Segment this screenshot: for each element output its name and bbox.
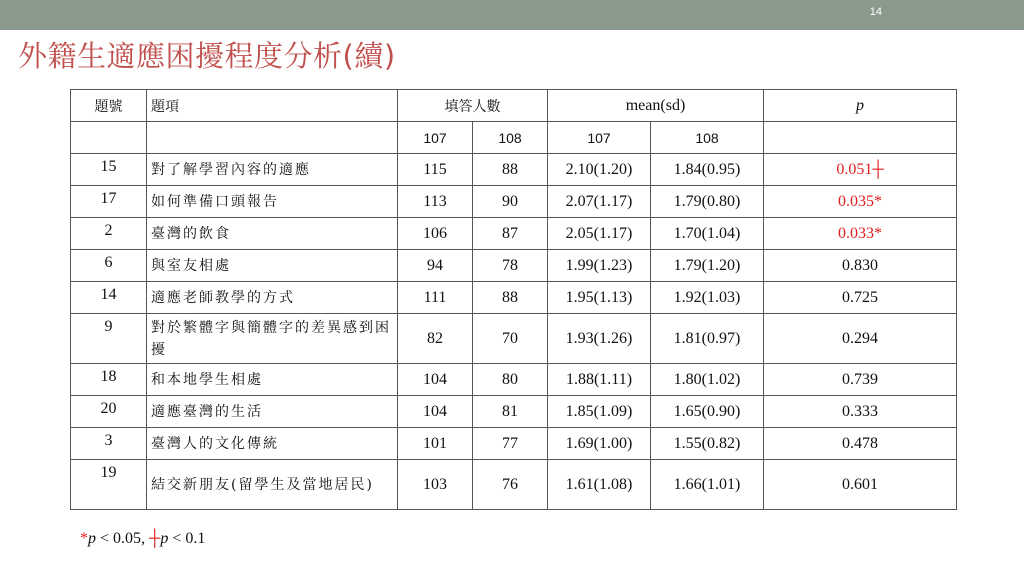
row-n108: 81 [473,396,548,428]
table-row [71,154,957,186]
header-item: 題項 [147,90,398,122]
row-n107: 104 [398,364,473,396]
row-mean-108: 1.65(0.90) [651,396,764,428]
row-item: 與室友相處 [147,250,398,282]
row-item: 和本地學生相處 [147,364,398,396]
row-mean-107: 2.05(1.17) [548,218,651,250]
row-p-value: 0.333 [764,396,957,428]
slide-number: 14 [869,6,882,18]
row-n107: 82 [398,314,473,364]
row-mean-107: 1.85(1.09) [548,396,651,428]
footnote [80,530,205,548]
row-n107: 94 [398,250,473,282]
row-n107: 106 [398,218,473,250]
slide-title: 外籍生適應困擾程度分析(續) [18,39,396,73]
row-id: 15 [71,154,147,186]
header-row-2 [71,122,957,154]
header-id: 題號 [71,90,147,122]
row-mean-108: 1.55(0.82) [651,428,764,460]
row-n108: 80 [473,364,548,396]
row-n107: 113 [398,186,473,218]
footnote-dagger: ┼ [149,530,161,547]
header2-empty-id [71,122,147,154]
header-row-1 [71,90,957,122]
row-id: 17 [71,186,147,218]
row-mean-107: 1.88(1.11) [548,364,651,396]
header-m107: 107 [548,122,651,154]
row-n108: 77 [473,428,548,460]
row-mean-107: 1.95(1.13) [548,282,651,314]
row-n108: 88 [473,282,548,314]
row-id: 2 [71,218,147,250]
row-mean-108: 1.79(1.20) [651,250,764,282]
row-p-value: 0.725 [764,282,957,314]
row-n107: 103 [398,460,473,510]
row-p-value: 0.739 [764,364,957,396]
footnote-p1: p [88,530,96,547]
header2-empty-p [764,122,957,154]
row-n107: 111 [398,282,473,314]
row-p-value: 0.051┼ [764,154,957,186]
row-p-value: 0.294 [764,314,957,364]
row-mean-108: 1.84(0.95) [651,154,764,186]
row-mean-107: 2.10(1.20) [548,154,651,186]
row-id: 20 [71,396,147,428]
footnote-text2: < 0.1 [168,530,206,547]
footnote-star: * [80,530,88,547]
row-p-value: 0.601 [764,460,957,510]
row-mean-108: 1.80(1.02) [651,364,764,396]
row-item: 結交新朋友(留學生及當地居民) [147,460,398,510]
header-p: p [764,90,957,122]
row-n108: 88 [473,154,548,186]
row-mean-107: 1.61(1.08) [548,460,651,510]
table-row [71,314,957,364]
row-n108: 87 [473,218,548,250]
table-row [71,250,957,282]
row-mean-107: 2.07(1.17) [548,186,651,218]
row-n107: 101 [398,428,473,460]
row-item: 臺灣人的文化傳統 [147,428,398,460]
row-id: 6 [71,250,147,282]
row-id: 3 [71,428,147,460]
row-mean-107: 1.93(1.26) [548,314,651,364]
row-p-value: 0.033* [764,218,957,250]
row-item: 適應臺灣的生活 [147,396,398,428]
results-table [70,89,957,510]
row-item: 對了解學習內容的適應 [147,154,398,186]
row-mean-107: 1.99(1.23) [548,250,651,282]
top-bar [0,0,1024,30]
row-n107: 115 [398,154,473,186]
row-id: 19 [71,460,147,510]
row-n108: 90 [473,186,548,218]
row-id: 14 [71,282,147,314]
row-id: 9 [71,314,147,364]
footnote-p2: p [160,530,169,547]
header-mean-sd: mean(sd) [548,90,764,122]
row-id: 18 [71,364,147,396]
row-p-value: 0.478 [764,428,957,460]
row-n108: 70 [473,314,548,364]
row-n108: 78 [473,250,548,282]
row-item: 對於繁體字與簡體字的差異感到困擾 [147,314,398,364]
footnote-text1: < 0.05, [96,530,150,547]
header-n107: 107 [398,122,473,154]
row-mean-107: 1.69(1.00) [548,428,651,460]
header-respondents: 填答人數 [398,90,548,122]
row-mean-108: 1.79(0.80) [651,186,764,218]
row-p-value: 0.035* [764,186,957,218]
row-mean-108: 1.70(1.04) [651,218,764,250]
row-mean-108: 1.92(1.03) [651,282,764,314]
header-m108: 108 [651,122,764,154]
header-n108: 108 [473,122,548,154]
table-row [71,396,957,428]
row-item: 臺灣的飲食 [147,218,398,250]
row-item: 適應老師教學的方式 [147,282,398,314]
header2-empty-item [147,122,398,154]
table-row [71,428,957,460]
table-row [71,218,957,250]
row-n107: 104 [398,396,473,428]
table-row [71,186,957,218]
row-item: 如何準備口頭報告 [147,186,398,218]
table-row [71,364,957,396]
row-n108: 76 [473,460,548,510]
row-p-value: 0.830 [764,250,957,282]
row-mean-108: 1.66(1.01) [651,460,764,510]
table-row [71,282,957,314]
row-mean-108: 1.81(0.97) [651,314,764,364]
table-row [71,460,957,510]
